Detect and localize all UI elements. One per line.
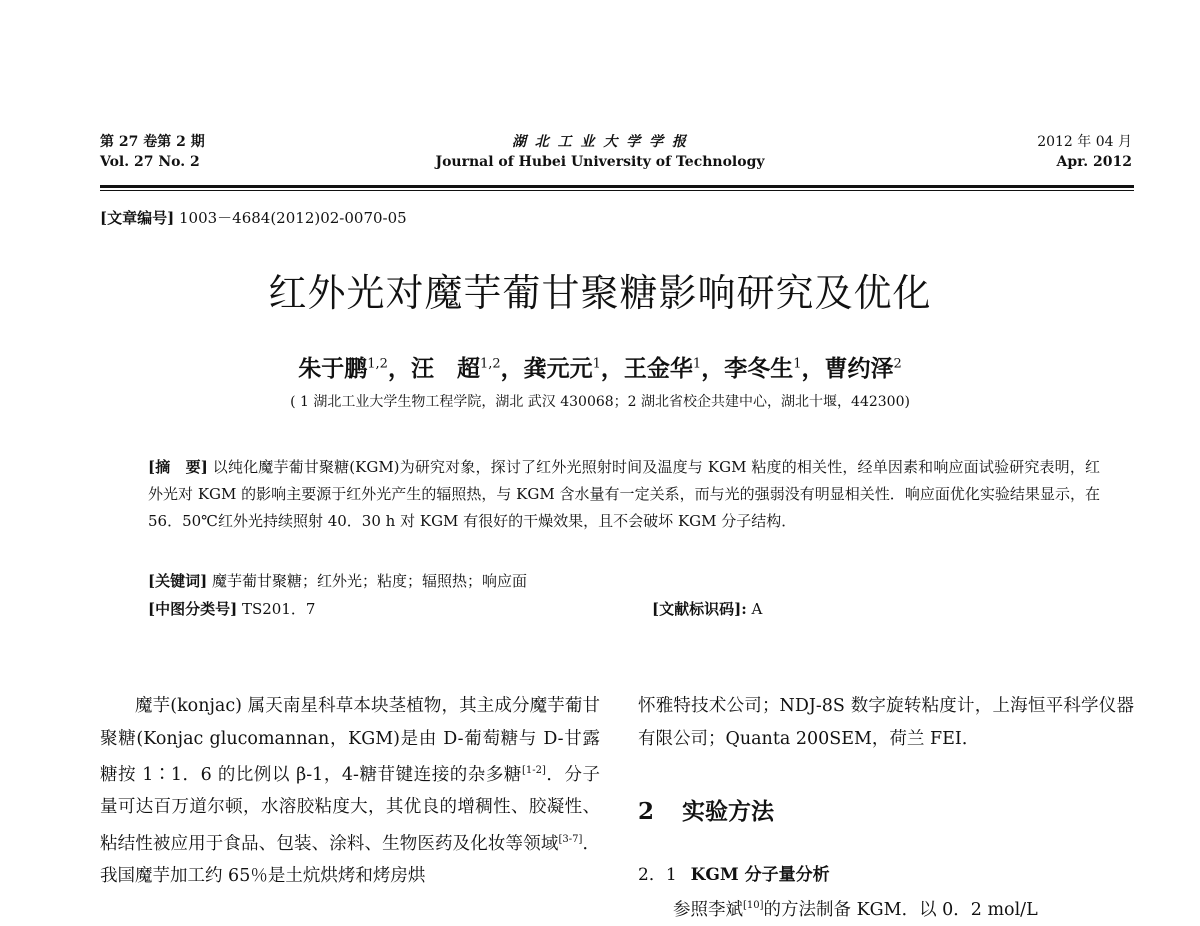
- body-paragraph-method: [638, 890, 1134, 926]
- intro-text-c: ．我国魔芋加工约 65％是土炕烘烤和烤房烘: [100, 833, 601, 887]
- subsection-title: KGM 分子量分析: [690, 865, 830, 885]
- author-affiliation-mark: 1: [692, 356, 702, 372]
- article-number: [100, 207, 407, 228]
- abstract-text: 以纯化魔芋葡甘聚糖(KGM)为研究对象，探讨了红外光照射时间及温度与 KGM 粘度的相关性，经单因素和响应面试验研究表明，红外光对 KGM 的影响主要源于红外光产生的辐照热，与 KGM 含水量有一定关系，而与光的强弱没有明显相关性．响应面优化实验结果显示，在 56．50℃红外光持续照射 40．30 h 对 KGM 有很好的干燥效果，且不会破坏 KGM 分子结构．: [148, 458, 1100, 530]
- abstract: [148, 454, 1100, 535]
- author-affiliation-mark: 1,2: [479, 356, 501, 372]
- citation: [10]: [743, 900, 764, 911]
- author-name: 曹约泽: [824, 355, 894, 382]
- author-separator: ，: [500, 355, 524, 382]
- article-number-value: 1003－4684(2012)02-0070-05: [178, 209, 407, 227]
- author-name: 龚元元: [523, 355, 593, 382]
- body-paragraph-materials: 怀雅特技术公司；NDJ-8S 数字旋转粘度计，上海恒平科学仪器有限公司；Quanta 200SEM，荷兰 FEI．: [638, 696, 1134, 749]
- author-name: 李冬生: [724, 355, 794, 382]
- intro-text-b: ．分子量可达百万道尔顿，水溶胶粘度大，其优良的增稠性、胶凝性、粘结性被应用于食品、包装、涂料、生物医药及化妆等领域: [100, 764, 600, 854]
- section-title: 实验方法: [682, 798, 775, 825]
- author-separator: ，: [600, 355, 624, 382]
- citation: [3-7]: [558, 833, 583, 845]
- paper-title: 红外光对魔芋葡甘聚糖影响研究及优化: [268, 271, 932, 315]
- author-name: 王金华: [623, 355, 693, 382]
- method-text-b: 的方法制备 KGM．以 0．2 mol/L: [763, 899, 1038, 920]
- author-separator: ，: [387, 355, 411, 382]
- author-affiliation-mark: 1: [793, 356, 802, 372]
- article-number-label: [文章编号]: [100, 209, 175, 227]
- abstract-label: [摘 要]: [148, 458, 208, 476]
- subsection-number: 2．1: [638, 865, 677, 885]
- header-rule-thin: [100, 190, 1134, 191]
- section-heading-methods: [638, 793, 774, 826]
- document-code: [652, 598, 762, 619]
- journal-name-cn: 湖 北 工 业 大 学 学 报: [511, 134, 689, 150]
- method-text-a: 参照李斌: [673, 899, 743, 920]
- header-rule-thick: [100, 185, 1134, 188]
- author-affiliation-mark: 2: [893, 356, 902, 372]
- citation: [1-2]: [521, 765, 546, 776]
- clc-number: [148, 598, 315, 619]
- date-cn: 2012 年 04 月: [1037, 134, 1132, 150]
- keywords-text: 魔芋葡甘聚糖；红外光；粘度；辐照热；响应面: [211, 572, 527, 590]
- affiliation: ( 1 湖北工业大学生物工程学院，湖北 武汉 430068；2 湖北省校企共建中心，湖北十堰，442300): [290, 394, 910, 410]
- journal-name-en: Journal of Hubei University of Technology: [435, 154, 765, 170]
- subsection-heading-molecular-weight: [638, 860, 830, 885]
- author-affiliation-mark: 1,2: [367, 356, 388, 372]
- intro-text-a: 魔芋(konjac) 属天南星科草本块茎植物，其主成分魔芋葡甘聚糖(Konjac glucomannan，KGM)是由 D-葡萄糖与 D-甘露糖按 1∶1．6 的比例以 β-1，4-糖苷键连接的杂多糖: [100, 696, 600, 785]
- keywords: [148, 570, 527, 591]
- keywords-label: [关键词]: [148, 572, 208, 590]
- author-name: 朱于鹏: [298, 355, 368, 382]
- body-paragraph-intro: [100, 690, 600, 893]
- author-separator: ，: [801, 355, 825, 382]
- document-code-value: A: [751, 600, 763, 618]
- clc-label: [中图分类号]: [148, 600, 238, 618]
- issue-cn: 第 27 卷第 2 期: [100, 134, 205, 150]
- author-list: [0, 350, 1200, 383]
- author-name: 汪 超: [410, 355, 480, 382]
- date-en: Apr. 2012: [1056, 154, 1132, 170]
- section-number: 2: [638, 798, 655, 825]
- author-separator: ，: [701, 355, 725, 382]
- author-affiliation-mark: 1: [592, 356, 601, 372]
- issue-en: Vol. 27 No. 2: [100, 154, 200, 170]
- clc-value: TS201．7: [241, 600, 316, 618]
- document-code-label: [文献标识码]:: [652, 600, 747, 618]
